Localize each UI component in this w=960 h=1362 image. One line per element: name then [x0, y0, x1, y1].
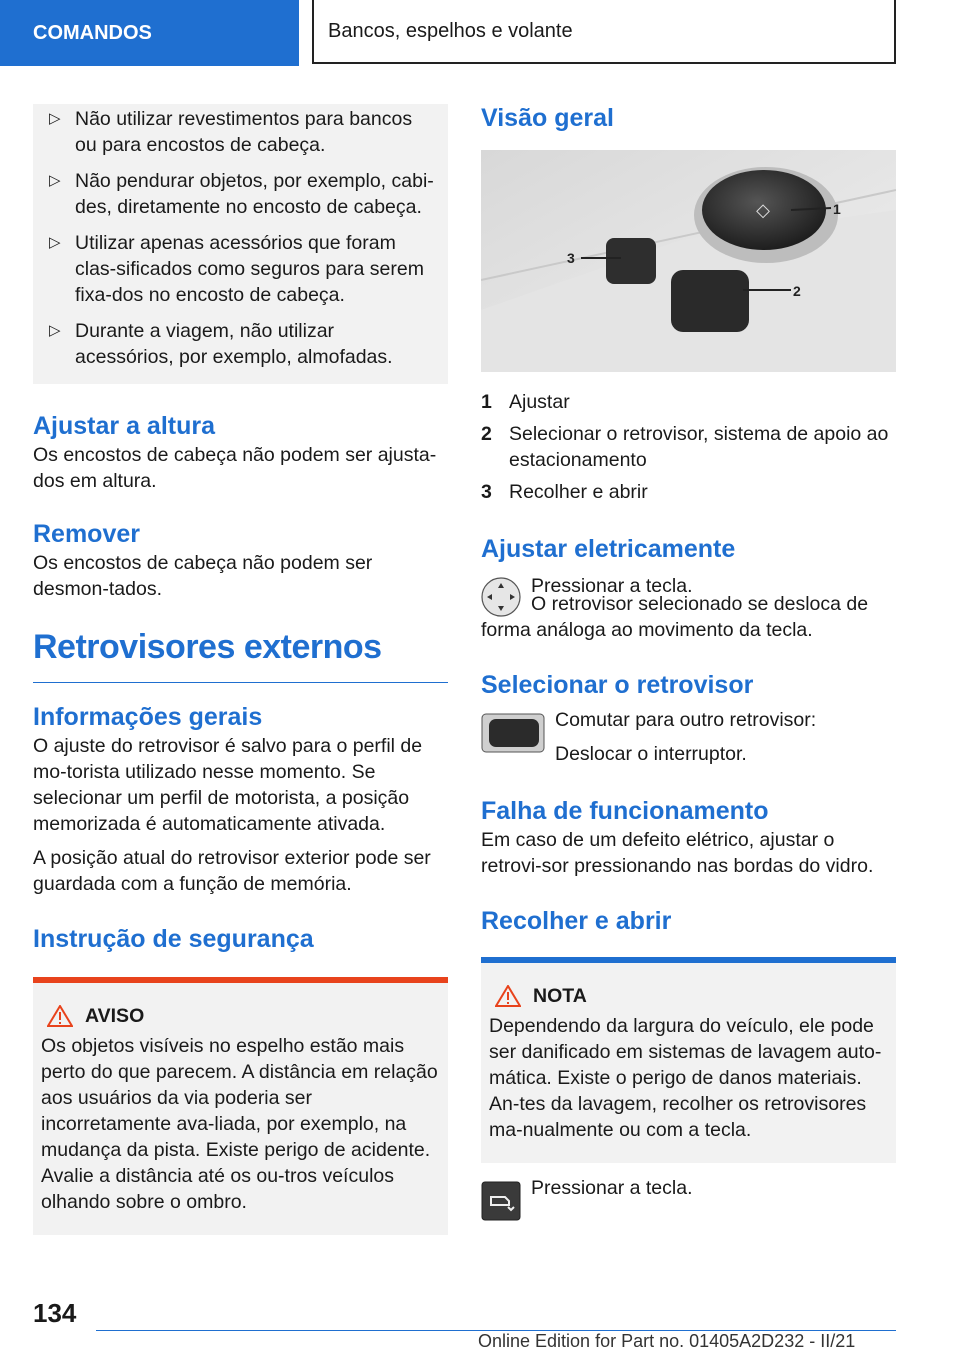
- bullet-icon: ▷: [49, 110, 61, 127]
- select-text-1: Comutar para outro retrovisor:: [555, 709, 817, 731]
- mirrors-heading: Retrovisores externos: [33, 628, 382, 666]
- general-paragraph-2: A posição atual do retrovisor exterior pode ser guardada com a função de memória.: [33, 847, 431, 895]
- notice-box: [481, 957, 896, 1163]
- warning-triangle-icon: [47, 1005, 73, 1027]
- legend-text: Ajustar: [509, 391, 570, 413]
- svg-text:3: 3: [567, 250, 575, 266]
- notice-title: [495, 983, 888, 1009]
- general-heading: Informações gerais: [33, 703, 263, 731]
- safety-heading: Instrução de segurança: [33, 925, 314, 953]
- warning-box: [33, 977, 448, 1235]
- bullet-text: Não pendurar objetos, por exemplo, cabi-des, diretamente no encosto de cabeça.: [75, 170, 434, 218]
- legend-item: [481, 421, 896, 473]
- overview-heading: Visão geral: [481, 104, 614, 132]
- legend-text: Selecionar o retrovisor, sistema de apoio ao estacionamento: [509, 423, 889, 471]
- warning-text: Os objetos visíveis no espelho estão mais perto do que parecem. A distância em relação aos usuários da via poderia ser incorretamente ava-liada, por exemplo, na mudança da pista. Existe perigo de acidente. Avalie a distância até os ou-tros veículos olhando sobre o ombro.: [41, 1035, 438, 1213]
- chapter-header: [312, 0, 896, 64]
- notice-text: Dependendo da largura do veículo, ele pode ser danificado em sistemas de lavagem auto-mática. Existe o perigo de danos materiais. An-tes da lavagem, recolher os retrovisores ma-nualmente ou com a tecla.: [489, 1015, 882, 1141]
- select-heading: Selecionar o retrovisor: [481, 671, 754, 699]
- mirror-fold-button-icon: [481, 1181, 521, 1221]
- electric-text-1: Pressionar a tecla.: [531, 575, 693, 597]
- fold-heading: Recolher e abrir: [481, 907, 672, 935]
- legend-item: [481, 389, 896, 415]
- section-label: COMANDOS: [33, 21, 152, 44]
- section-tab: [0, 0, 299, 66]
- malfunction-heading: Falha de funcionamento: [481, 797, 769, 825]
- bullet-text: Durante a viagem, não utilizar acessórios, por exemplo, almofadas.: [75, 320, 393, 368]
- bullet-item: [41, 106, 438, 158]
- legend-number: 1: [481, 391, 492, 413]
- mirror-adjust-button-icon: [481, 577, 521, 617]
- bullet-item: [41, 230, 438, 308]
- mirror-switch-icon: [481, 713, 545, 753]
- bullet-box: [33, 104, 448, 384]
- bullet-icon: ▷: [49, 322, 61, 339]
- legend-item: [481, 479, 896, 505]
- mirror-controls-photo: [481, 150, 896, 372]
- bullet-text: Não utilizar revestimentos para bancos ou para encostos de cabeça.: [75, 108, 413, 156]
- electric-heading: Ajustar eletricamente: [481, 535, 736, 563]
- right-column: [481, 104, 896, 1221]
- bullet-item: [41, 318, 438, 370]
- mirrors-heading-block: [33, 626, 448, 683]
- notice-label: NOTA: [533, 985, 587, 1007]
- warning-triangle-icon: [495, 985, 521, 1007]
- svg-text:◇: ◇: [756, 200, 770, 220]
- chapter-label: Bancos, espelhos e volante: [328, 19, 573, 42]
- malfunction-text: Em caso de um defeito elétrico, ajustar o retrovi-sor pressionando nas bordas do vidro.: [481, 829, 874, 877]
- select-text-2: Deslocar o interruptor.: [555, 743, 747, 765]
- bullet-item: [41, 168, 438, 220]
- left-column: [33, 104, 448, 1235]
- footer-edition: Online Edition for Part no. 01405A2D232 - II/21: [478, 1331, 856, 1351]
- bullet-text: Utilizar apenas acessórios que foram clas-sificados como seguros para serem fixa-dos no encosto de cabeça.: [75, 232, 424, 306]
- remove-text: Os encostos de cabeça não podem ser desmon-tados.: [33, 552, 373, 600]
- warning-title: [47, 1003, 440, 1029]
- legend-number: 2: [481, 423, 492, 445]
- bullet-icon: ▷: [49, 172, 61, 189]
- fold-row: [481, 1177, 896, 1221]
- electric-text-2: O retrovisor selecionado se desloca de forma análoga ao movimento da tecla.: [481, 593, 869, 641]
- legend-number: 3: [481, 481, 492, 503]
- adjust-height-text: Os encostos de cabeça não podem ser ajusta-dos em altura.: [33, 444, 437, 492]
- select-row: [481, 707, 896, 767]
- adjust-height-heading: Ajustar a altura: [33, 412, 216, 440]
- page-number: 134: [33, 1298, 77, 1328]
- general-paragraph-1: O ajuste do retrovisor é salvo para o perfil de mo-torista utilizado nesse momento. Se selecionar um perfil de motorista, a posição memorizada é automaticamente ativada.: [33, 735, 423, 835]
- legend-text: Recolher e abrir: [509, 481, 648, 503]
- bullet-icon: ▷: [49, 234, 61, 251]
- warning-label: AVISO: [85, 1005, 145, 1027]
- fold-text: Pressionar a tecla.: [531, 1177, 693, 1199]
- svg-text:2: 2: [793, 283, 801, 299]
- svg-text:1: 1: [833, 201, 841, 217]
- remove-heading: Remover: [33, 520, 140, 548]
